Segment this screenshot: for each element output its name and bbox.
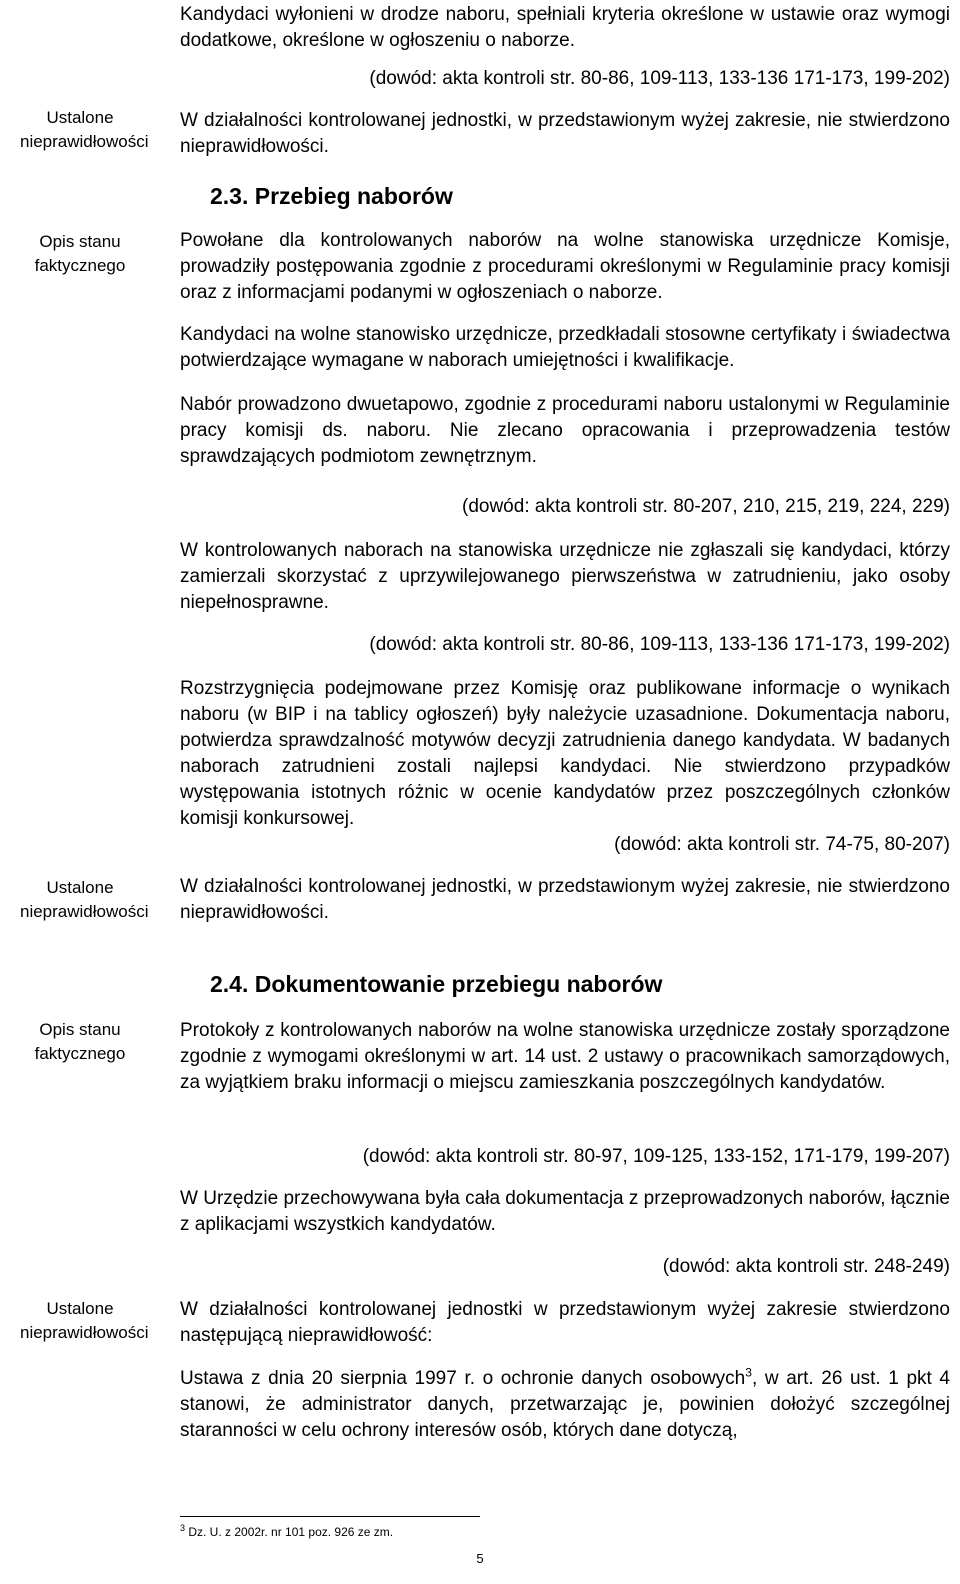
footnote-separator [180,1516,480,1517]
paragraph-intro: Kandydaci wyłonieni w drodze naboru, spełniali kryteria określone w ustawie oraz wymogi dodatkowe, określone w ogłoszeniu o naborze. [180,4,950,51]
side-note-factual-state-1: Opis stanu faktycznego [34,232,126,275]
evidence-ref-2: (dowód: akta kontroli str. 80-207, 210, 215, 219, 224, 229) [462,496,950,517]
side-note-irregularities-3: Ustalone nieprawidłowości [20,1299,149,1342]
paragraph-no-irregularities-1: W działalności kontrolowanej jednostki, w przedstawionym wyżej zakresie, nie stwierdzono nieprawidłowości. [180,110,950,157]
paragraph-recruitment: Nabór prowadzono dwuetapowo, zgodnie z procedurami naboru ustalonymi w Regulaminie pracy komisji ds. naboru. Nie zlecano opracowania i przeprowadzenia testów sprawdzających podmiotom zewnętrznym. [180,394,950,467]
law-text-rest: , w art. 26 ust. 1 pkt 4 stanowi, że administrator danych, przetwarzając je, powinien dołożyć szczególnej staranności w celu ochrony interesów osób, których dane dotyczą, [180,1368,950,1441]
paragraph-decisions: Rozstrzygnięcia podejmowane przez Komisję oraz publikowane informacje o wynikach naboru (w BIP i na tablicy ogłoszeń) były należycie uzasadnione. Dokumentacja naboru, potwierdza sprawdzalność motywów decyzji zatrudnienia danego kandydata. W badanych naborach zatrudnieni zostali najlepsi kandydaci. Nie stwierdzono przypadków występowania istotnych różnic w ocenie kandydatów przez poszczególnych członków komisji konkursowej. [180,678,950,829]
paragraph-irregularity-found: W działalności kontrolowanej jednostki w przedstawionym wyżej zakresie stwierdzono następującą nieprawidłowość: [180,1299,950,1346]
page-number: 5 [476,1551,484,1566]
law-text-start: Ustawa z dnia 20 sierpnia 1997 r. o ochronie danych osobowych [180,1368,746,1389]
side-note-irregularities-1: Ustalone nieprawidłowości [20,108,149,151]
paragraph-no-irregularities-2: W działalności kontrolowanej jednostki, w przedstawionym wyżej zakresie, nie stwierdzono nieprawidłowości. [180,876,950,923]
footnote-reference: 3 [745,1365,752,1380]
paragraph-documentation: W Urzędzie przechowywana była cała dokumentacja z przeprowadzonych naborów, łącznie z aplikacjami wszystkich kandydatów. [180,1188,950,1235]
evidence-ref-3: (dowód: akta kontroli str. 80-86, 109-113, 133-136 171-173, 199-202) [369,634,950,655]
footnote-text: Dz. U. z 2002r. nr 101 poz. 926 ze zm. [185,1525,394,1539]
footnote-mark: 3 [180,1523,186,1533]
paragraph-candidates: Kandydaci na wolne stanowisko urzędnicze, przedkładali stosowne certyfikaty i świadectwa potwierdzające wymagane w naborach umiejętności i kwalifikacje. [180,324,950,371]
evidence-ref-4: (dowód: akta kontroli str. 74-75, 80-207) [614,834,950,855]
paragraph-disabled-candidates: W kontrolowanych naborach na stanowiska urzędnicze nie zgłaszali się kandydaci, którzy zamierzali skorzystać z uprzywilejowanego pierwszeństwa w zatrudnieniu, jako osoby niepełnosprawne. [180,540,950,613]
evidence-ref-6: (dowód: akta kontroli str. 248-249) [662,1256,950,1277]
paragraph-protocols: Protokoły z kontrolowanych naborów na wolne stanowiska urzędnicze zostały sporządzone zgodnie z wymogami określonymi w art. 14 ust. 2 ustawy o pracownikach samorządowych, za wyjątkiem braku informacji o miejscu zamieszkania poszczególnych kandydatów. [180,1020,950,1093]
section-heading-2-4: 2.4. Dokumentowanie przebiegu naborów [210,971,663,997]
paragraph-committees: Powołane dla kontrolowanych naborów na wolne stanowiska urzędnicze Komisje, prowadziły postępowania zgodnie z procedurami określonymi w Regulaminie pracy komisji oraz z informacjami podanymi w ogłoszeniach o naborze. [180,230,950,303]
section-heading-2-3: 2.3. Przebieg naborów [210,183,453,209]
footnote [180,1524,393,1540]
evidence-ref-1: (dowód: akta kontroli str. 80-86, 109-113, 133-136 171-173, 199-202) [369,68,950,89]
paragraph-data-protection-law [180,1366,950,1444]
evidence-ref-5: (dowód: akta kontroli str. 80-97, 109-125, 133-152, 171-179, 199-207) [362,1146,950,1167]
side-note-factual-state-2: Opis stanu faktycznego [34,1020,126,1063]
side-note-irregularities-2: Ustalone nieprawidłowości [20,878,149,921]
